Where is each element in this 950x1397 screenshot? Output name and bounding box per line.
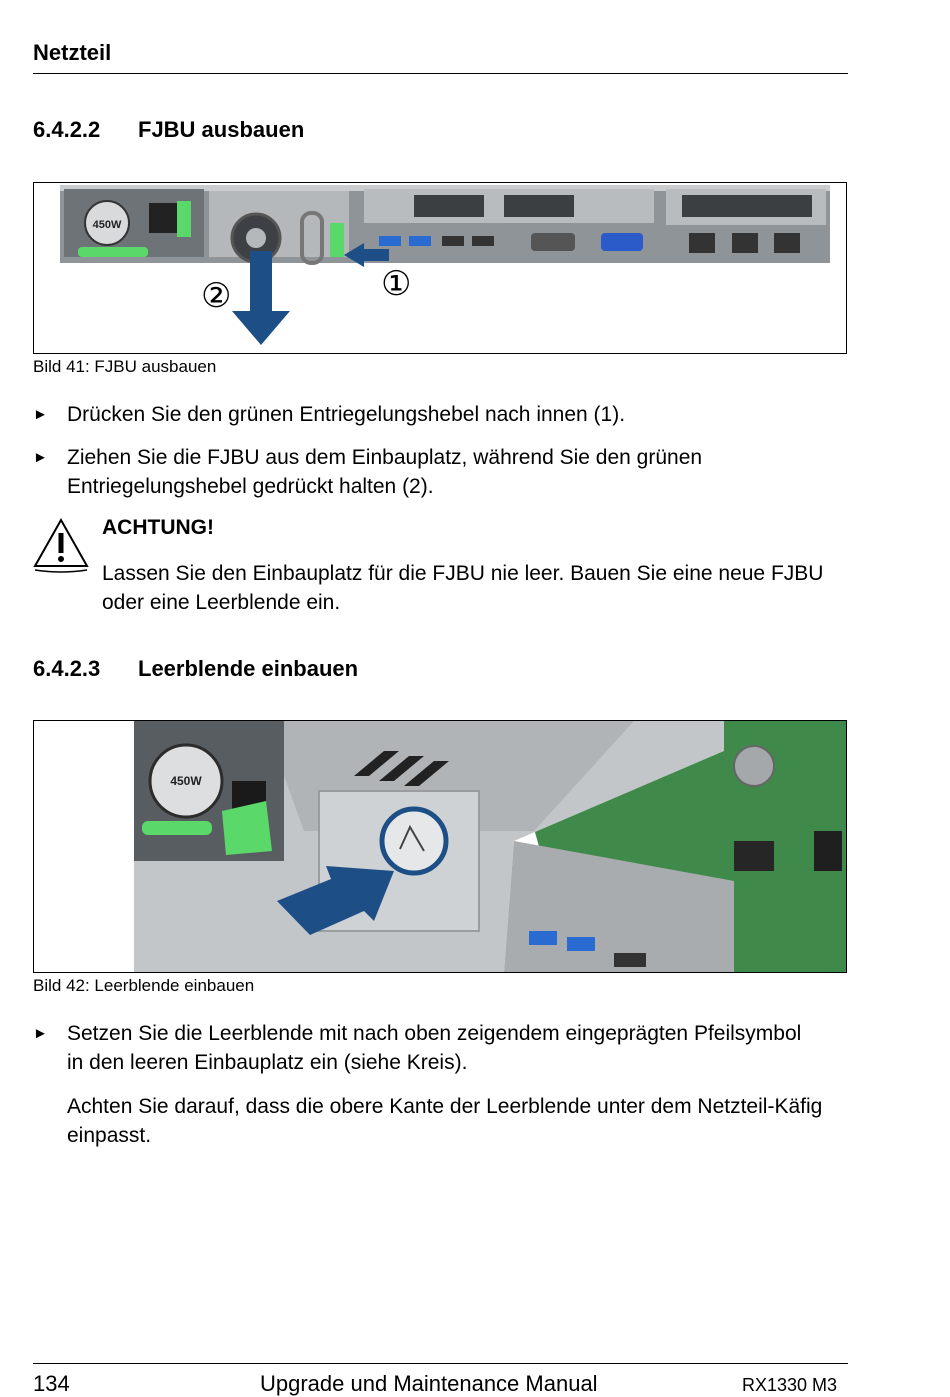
usb-port-icon xyxy=(409,236,431,246)
header-rule xyxy=(33,73,848,74)
power-socket xyxy=(149,203,177,233)
model-name: RX1330 M3 xyxy=(742,1375,838,1395)
psu-wattage-label: 450W xyxy=(170,774,202,788)
list-item xyxy=(33,400,848,429)
vga-port-icon xyxy=(601,233,643,251)
list-item xyxy=(33,1019,848,1077)
vent-grille xyxy=(414,195,484,217)
psu-wattage-label: 450W xyxy=(92,219,122,231)
step-text: Drücken Sie den grünen Entriegelungshebel nach innen (1). xyxy=(67,403,626,426)
figure-caption: Bild 42: Leerblende einbauen xyxy=(33,976,255,995)
psu-handle xyxy=(78,247,148,257)
usb-port-icon xyxy=(567,937,595,951)
lan-port-icon xyxy=(689,233,715,253)
embossed-arrow-highlight-circle xyxy=(382,809,446,873)
lan-port-icon xyxy=(732,233,758,253)
section-title: FJBU ausbauen xyxy=(138,117,305,142)
usb-port-icon xyxy=(614,953,646,967)
psu-latch xyxy=(177,201,191,237)
psu-handle xyxy=(142,821,212,835)
manual-title: Upgrade und Maintenance Manual xyxy=(260,1371,598,1396)
running-header: Netzteil xyxy=(33,40,112,65)
usb-port-icon xyxy=(379,236,401,246)
callout-2: ② xyxy=(201,276,232,316)
section-number: 6.4.2.2 xyxy=(33,117,101,142)
list-item xyxy=(33,443,848,501)
bullet-icon: ► xyxy=(33,1025,48,1042)
step-text: Ziehen Sie die FJBU aus dem Einbauplatz, während Sie den grünen Entriegelungshebel gedrückt halten (2). xyxy=(67,446,703,498)
serial-port-icon xyxy=(531,233,575,251)
callout-1: ① xyxy=(381,264,412,304)
warning-triangle-icon xyxy=(33,518,91,574)
page-number: 134 xyxy=(33,1371,70,1396)
vent-grille xyxy=(504,195,574,217)
section-title: Leerblende einbauen xyxy=(138,656,359,681)
cmos-battery-icon xyxy=(734,746,774,786)
server-perspective-illustration xyxy=(34,721,846,972)
bullet-icon: ► xyxy=(33,406,48,423)
section-number: 6.4.2.3 xyxy=(33,656,101,681)
fjbu-latch xyxy=(330,223,344,257)
usb-port-icon xyxy=(529,931,557,945)
figure-caption: Bild 41: FJBU ausbauen xyxy=(33,357,217,376)
usb-port-icon xyxy=(472,236,494,246)
bullet-icon: ► xyxy=(33,449,48,466)
step-text: Setzen Sie die Leerblende mit nach oben zeigendem eingeprägten Pfeilsymbol in den leeren Einbauplatz ein (siehe Kreis). xyxy=(67,1022,802,1074)
lan-port-icon xyxy=(774,233,800,253)
usb-port-icon xyxy=(442,236,464,246)
vent-grille xyxy=(682,195,812,217)
note-paragraph: Achten Sie darauf, dass die obere Kante der Leerblende unter dem Netzteil-Käfig einpasst. xyxy=(67,1095,823,1147)
figure-fjbu-removal xyxy=(33,182,847,354)
footer-rule xyxy=(33,1363,848,1364)
server-rear-illustration xyxy=(34,183,846,353)
caution-text: Lassen Sie den Einbauplatz für die FJBU nie leer. Bauen Sie eine neue FJBU oder eine Leerblende ein. xyxy=(102,562,824,614)
figure-blank-installation xyxy=(33,720,847,973)
caution-title: ACHTUNG! xyxy=(102,516,214,539)
